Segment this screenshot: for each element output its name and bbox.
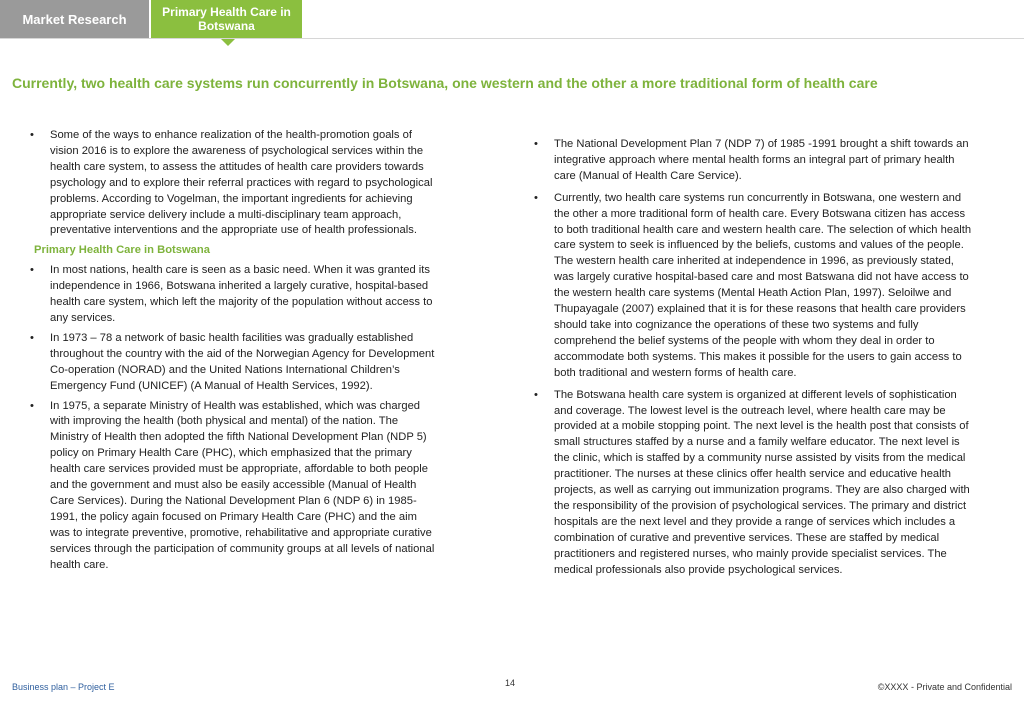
bullet-marker: • [30, 129, 34, 141]
list-item [534, 191, 976, 382]
bullet-marker: • [534, 138, 538, 150]
left-column [30, 128, 435, 577]
list-item-text: The Botswana health care system is organized at different levels of sophistication and coverage. The lowest level is the outreach level, where health care may be provided at a mobile stopping point. The next level is the health post that consists of small structures staffed by a nurse and a family welfare educator. The next level is the clinic, which is staffed by a community nurse assisted by visits from the medical practitioner. The nurses at these clinics offer health service and educative health projects, as well as carrying out immunization programs. They are also charged with the responsibility of the provision of psychological services. The primary and district hospitals are the next level and they provide a range of services which includes a combination of curative and preventive services. These are staffed by medical practitioners and registered nurses, who mainly provide specialist services. The medical professionals also provide psychological services. [554, 388, 970, 576]
bullet-marker: • [534, 191, 538, 204]
header-divider [0, 38, 1024, 39]
page-headline: Currently, two health care systems run concurrently in Botswana, one western and the other a more traditional form of health care [12, 75, 878, 91]
bullet-marker: • [30, 264, 34, 277]
list-item-text: In most nations, health care is seen as a basic need. When it was granted its independence in 1966, Botswana inherited a largely curative, hospital-based health care system, which left the majority of the population without access to any services. [50, 264, 433, 324]
section-subheading: Primary Health Care in Botswana [34, 244, 210, 257]
bullet-marker: • [534, 388, 538, 401]
page-number: 14 [505, 678, 516, 688]
bullet-marker: • [30, 331, 34, 344]
list-item-text: In 1975, a separate Ministry of Health was established, which was charged with improving the health (both physical and mental) of the nation. The Ministry of Health then adopted the fifth National Development Plan (NDP 5) policy on Primary Health Care (PHC), which emphasized that the primary health care services provided must be appropriate, affordable to both people and the government and must also be easily accessible (Manual of Health Care Services). During the National Development Plan 6 (NDP 6) in 1985-1991, the policy again focused on Primary Health Care (PHC) and the aim was to integrate preventive, promotive, rehabilitative and appropriate curative services through the participation of community groups at all levels of national health care. [50, 399, 435, 571]
list-item [30, 128, 435, 239]
tab-market-research-label: Market Research [22, 11, 127, 27]
list-item [534, 137, 976, 185]
list-item [30, 263, 435, 327]
footer-confidentiality: ©XXXX - Private and Confidential [877, 682, 1012, 692]
tab-primary-health-care-label: Primary Health Care in Botswana [162, 5, 291, 33]
list-item [534, 388, 976, 579]
active-tab-pointer [220, 38, 236, 46]
list-item-text: Currently, two health care systems run concurrently in Botswana, one western and the other a more traditional form of health care. Every Botswana citizen has access to both traditional health care and western health care. The selection of which health care system to seek is influenced by the beliefs, customs and values of the people. The western health care inherited at independence in 1996, as previously stated, was largely curative hospital-based care and most Batswana did not have access to the western health care systems (Mental Heath Action Plan, 1997). Seloilwe and Thupayagale (2007) explained that it is for these reasons that health care providers should take into cognizance the operations of these two systems and fully comprehend the belief systems of the people with whom they deal in order to accommodate both systems. This makes it possible for the users to gain access to both traditional and western forms of health care. [554, 191, 972, 379]
list-item-text: The National Development Plan 7 (NDP 7) of 1985 -1991 brought a shift towards an integrative approach where mental health forms an integral part of primary health care (Manual of Health Care Service). [554, 138, 969, 182]
bullet-marker: • [30, 399, 34, 412]
list-item-text: In 1973 – 78 a network of basic health facilities was gradually established throughout the country with the aid of the Norwegian Agency for Development Co-operation (NORAD) and the United Nations International Children’s Emergency Fund (UNICEF) (A Manual of Health Services, 1992). [50, 331, 435, 392]
footer-project-name: Business plan – Project E [12, 682, 115, 692]
tab-market-research[interactable] [0, 0, 149, 38]
tab-primary-health-care[interactable] [151, 0, 302, 38]
list-item-text: Some of the ways to enhance realization of the health-promotion goals of vision 2016 is to explore the awareness of psychological services within the health care system, to assess the attitudes of health care providers towards psychology and to explore their referral practices with regard to psychological problems. According to Vogelman, the important ingredients for achieving appropriate service delivery include a multi-disciplinary team approach, preventative interventions and the appropriate use of health professionals. [50, 129, 433, 237]
right-column [534, 137, 976, 584]
list-item [30, 399, 435, 574]
list-item [30, 331, 435, 395]
